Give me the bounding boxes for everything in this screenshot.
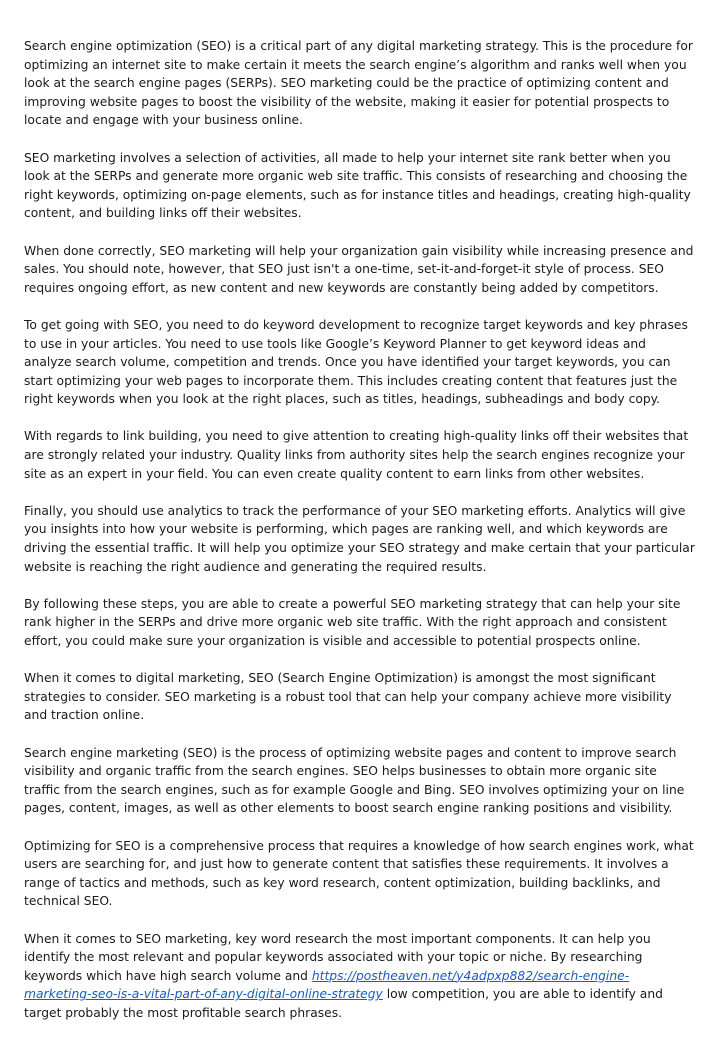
article-link[interactable]: https://postheaven.net/y4adpxp882/search-engine-marketing-seo-is-a-vital-part-of-any-digital-online-strategy (24, 968, 630, 1002)
paragraph-11-text-before: When it comes to SEO marketing, key word research the most important components. It can help you identify the most relevant and popular keywords associated with your topic or niche. By researching keywords which have high search volume and (24, 931, 651, 983)
article-body (24, 37, 696, 1041)
paragraph-10: Optimizing for SEO is a comprehensive process that requires a knowledge of how search engines work, what users are searching for, and just how to generate content that satisfies these requirements. It involves a range of tactics and methods, such as key word research, content optimization, building backlinks, and technical SEO. (24, 838, 694, 909)
paragraph-8: When it comes to digital marketing, SEO (Search Engine Optimization) is amongst the most significant strategies to consider. SEO marketing is a robust tool that can help your company achieve more visibility and traction online. (24, 671, 672, 723)
paragraph-1: Search engine optimization (SEO) is a critical part of any digital marketing strategy. This is the procedure for optimizing an internet site to make certain it meets the search engine’s algorithm and ranks well when you look at the search engine pages (SERPs). SEO marketing could be the practice of optimizing content and improving website pages to boost the visibility of the website, making it easier for potential prospects to locate and engage with your business online. (24, 39, 693, 128)
paragraph-11 (24, 930, 696, 1023)
paragraph-4: To get going with SEO, you need to do keyword development to recognize target keywords and key phrases to use in your articles. You need to use tools like Google’s Keyword Planner to get keyword ideas and analyze search volume, competition and trends. Once you have identified your target keywords, you can start optimizing your web pages to incorporate them. This includes creating content that features just the right keywords when you look at the right places, such as titles, headings, subheadings and body copy. (24, 317, 688, 407)
paragraph-2: SEO marketing involves a selection of activities, all made to help your internet site rank better when you look at the SERPs and generate more organic web site traffic. This consists of researching and choosing the right keywords, optimizing on-page elements, such as for instance titles and headings, creating high-quality content, and building links off their websites. (24, 150, 691, 221)
paragraph-7: By following these steps, you are able to create a powerful SEO marketing strategy that can help your site rank higher in the SERPs and drive more organic web site traffic. With the right approach and consistent effort, you could make sure your organization is visible and accessible to potential prospects online. (24, 596, 681, 648)
paragraph-3: When done correctly, SEO marketing will help your organization gain visibility while increasing presence and sales. You should note, however, that SEO just isn't a one-time, set-it-and-forget-it style of process. SEO requires ongoing effort, as new content and new keywords are constantly being added by competitors. (24, 243, 694, 295)
paragraph-5: With regards to link building, you need to give attention to creating high-quality links off their websites that are strongly related your industry. Quality links from authority sites help the search engines recognize your site as an expert in your field. You can even create quality content to earn links from other websites. (24, 429, 689, 481)
paragraph-9: Search engine marketing (SEO) is the process of optimizing website pages and content to improve search visibility and organic traffic from the search engines. SEO helps businesses to obtain more organic site traffic from the search engines, such as for example Google and Bing. SEO involves optimizing your on line pages, content, images, as well as other elements to boost search engine ranking positions and visibility. (24, 745, 685, 816)
paragraph-11-text-after: low competition, you are able to identify and target probably the most profitable search phrases. (24, 987, 663, 1020)
paragraph-6: Finally, you should use analytics to track the performance of your SEO marketing efforts. Analytics will give you insights into how your website is performing, which pages are ranking well, and which keywords are driving the essential traffic. It will help you optimize your SEO strategy and make certain that your particular website is reaching the right audience and generating the required results. (24, 503, 695, 574)
